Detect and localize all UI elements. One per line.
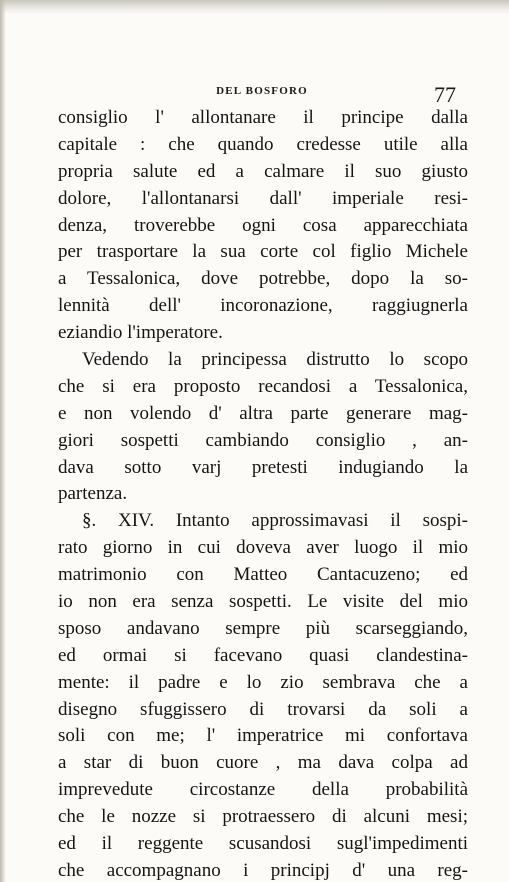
page-top-edge — [0, 0, 509, 14]
text-line: ed ormai si facevano quasi clandestina- — [58, 644, 468, 666]
text-line: Vedendo la principessa distrutto lo scopo — [82, 349, 468, 371]
page-number: 77 — [434, 82, 456, 107]
text-line: matrimonio con Matteo Cantacuzeno; ed — [58, 564, 468, 586]
text-line: rato giorno in cui doveva aver luogo il mio — [58, 537, 468, 559]
text-line: lennità dell' incoronazione, raggiugnerla — [58, 295, 468, 317]
text-line: consiglio l' allontanare il principe dalla — [58, 107, 468, 128]
text-line: eziandio l'imperatore. — [58, 322, 223, 344]
text-line: imprevedute circostanze della probabilità — [58, 779, 468, 801]
text-line: che si era proposto recandosi a Tessalonica, — [58, 375, 468, 397]
text-line: giori sospetti cambiando consiglio , an- — [58, 429, 468, 451]
text-line: dolore, l'allontanarsi dall' imperiale resi- — [58, 187, 468, 209]
text-line: capitale : che quando credesse utile alla — [58, 133, 468, 155]
running-title: DEL BOSFORO — [216, 85, 308, 97]
text-line: sposo andavano sempre più scarseggiando, — [58, 617, 468, 639]
text-line: denza, troverebbe ogni cosa apparecchiata — [58, 214, 468, 236]
text-line: mente: il padre e lo zio sembrava che a — [58, 671, 468, 693]
text-line: disegno sfuggissero di trovarsi da soli a — [58, 698, 468, 720]
body-text — [58, 105, 468, 882]
text-line: partenza. — [58, 483, 128, 505]
text-line: §. XIV. Intanto approssimavasi il sospi- — [82, 510, 468, 532]
text-line: ed il reggente scusandosi sugl'impedimenti — [58, 833, 468, 855]
text-line: che accompagnano i principj d' una reg- — [58, 859, 468, 881]
page-binding-edge — [0, 0, 6, 882]
text-line: io non era senza sospetti. Le visite del mio — [58, 591, 468, 613]
text-line: a star di buon cuore , ma dava colpa ad — [58, 752, 468, 774]
text-line: soli con me; l' imperatrice mi confortava — [58, 725, 468, 747]
text-line: dava sotto varj pretesti indugiando la — [58, 456, 468, 478]
text-line: propria salute ed a calmare il suo giusto — [58, 160, 468, 182]
text-line: a Tessalonica, dove potrebbe, dopo la so- — [58, 268, 468, 290]
text-line: che le nozze si protraessero di alcuni mesi; — [58, 806, 468, 828]
text-line: per trasportare la sua corte col figlio Michele — [58, 241, 468, 263]
text-line: e non volendo d' altra parte generare mag- — [58, 402, 468, 424]
